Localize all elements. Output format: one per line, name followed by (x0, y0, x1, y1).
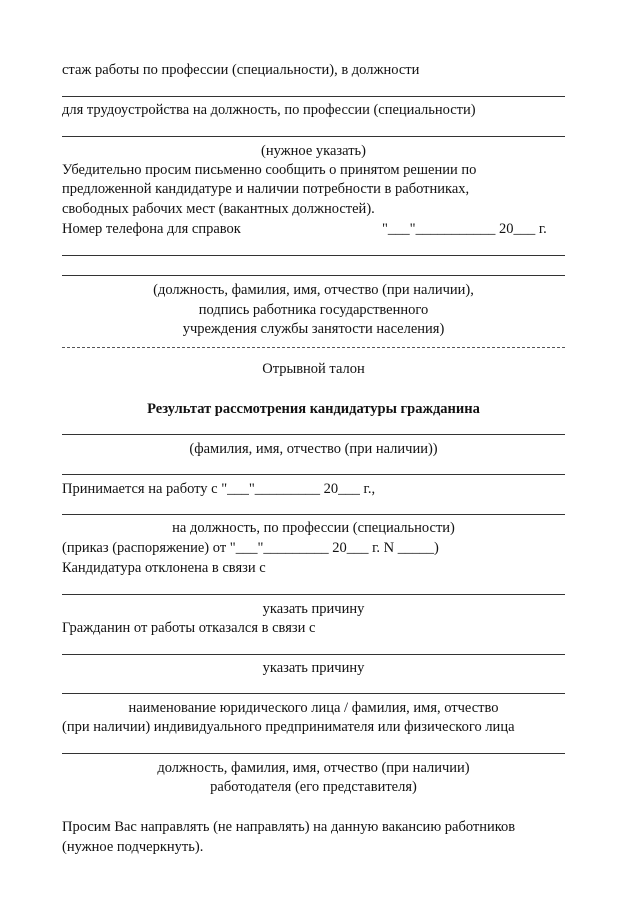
fill-line (62, 753, 565, 754)
signature-caption-line-3: учреждения службы занятости населения) (182, 321, 445, 337)
specify-note: (нужное указать) (261, 143, 366, 159)
work-experience-line: стаж работы по профессии (специальности), в должности (62, 62, 420, 78)
fill-line (62, 693, 565, 694)
tear-off-coupon-title: Отрывной талон (262, 361, 365, 377)
order-line: (приказ (распоряжение) от "___"_________ 20___ г. N _____) (62, 540, 439, 556)
reason-caption-1: указать причину (262, 601, 365, 617)
request-text-line-3: свободных рабочих мест (вакантных должностей). (62, 201, 375, 217)
employer-name-caption-1: наименование юридического лица / фамилия, имя, отчество (128, 700, 499, 716)
phone-label: Номер телефона для справок (62, 221, 241, 237)
refused-line: Гражданин от работы отказался в связи с (62, 620, 316, 636)
fill-line (62, 136, 565, 137)
fio-caption: (фамилия, имя, отчество (при наличии)) (189, 441, 438, 457)
fill-line (62, 474, 565, 475)
hired-line: Принимается на работу с "___"_________ 20___ г., (62, 481, 376, 497)
direct-request-line-1: Просим Вас направлять (не направлять) на данную вакансию работников (62, 819, 516, 835)
rejected-line: Кандидатура отклонена в связи с (62, 560, 266, 576)
result-title: Результат рассмотрения кандидатуры гражданина (147, 401, 480, 417)
request-text-line-1: Убедительно просим письменно сообщить о принятом решении по (62, 162, 477, 178)
employer-position-caption-1: должность, фамилия, имя, отчество (при наличии) (157, 760, 470, 776)
fill-line (62, 654, 565, 655)
direct-request-line-2: (нужное подчеркнуть). (62, 839, 204, 855)
cut-line (62, 347, 565, 348)
request-text-line-2: предложенной кандидатуре и наличии потребности в работниках, (62, 181, 470, 197)
phone-date-field: "___"___________ 20___ г. (382, 221, 547, 237)
fill-line (62, 514, 565, 515)
signature-caption-line-1: (должность, фамилия, имя, отчество (при наличии), (153, 282, 474, 298)
fill-line (62, 275, 565, 276)
reason-caption-2: указать причину (262, 660, 365, 676)
signature-caption-line-2: подпись работника государственного (198, 302, 429, 318)
fill-line (62, 594, 565, 595)
fill-line (62, 434, 565, 435)
fill-line (62, 255, 565, 256)
employer-position-caption-2: работодателя (его представителя) (210, 779, 417, 795)
fill-line (62, 96, 565, 97)
position-caption: на должность, по профессии (специальности) (172, 520, 455, 536)
employer-name-caption-2: (при наличии) индивидуального предпринимателя или физического лица (62, 719, 515, 735)
employment-purpose-line: для трудоустройства на должность, по профессии (специальности) (62, 102, 476, 118)
